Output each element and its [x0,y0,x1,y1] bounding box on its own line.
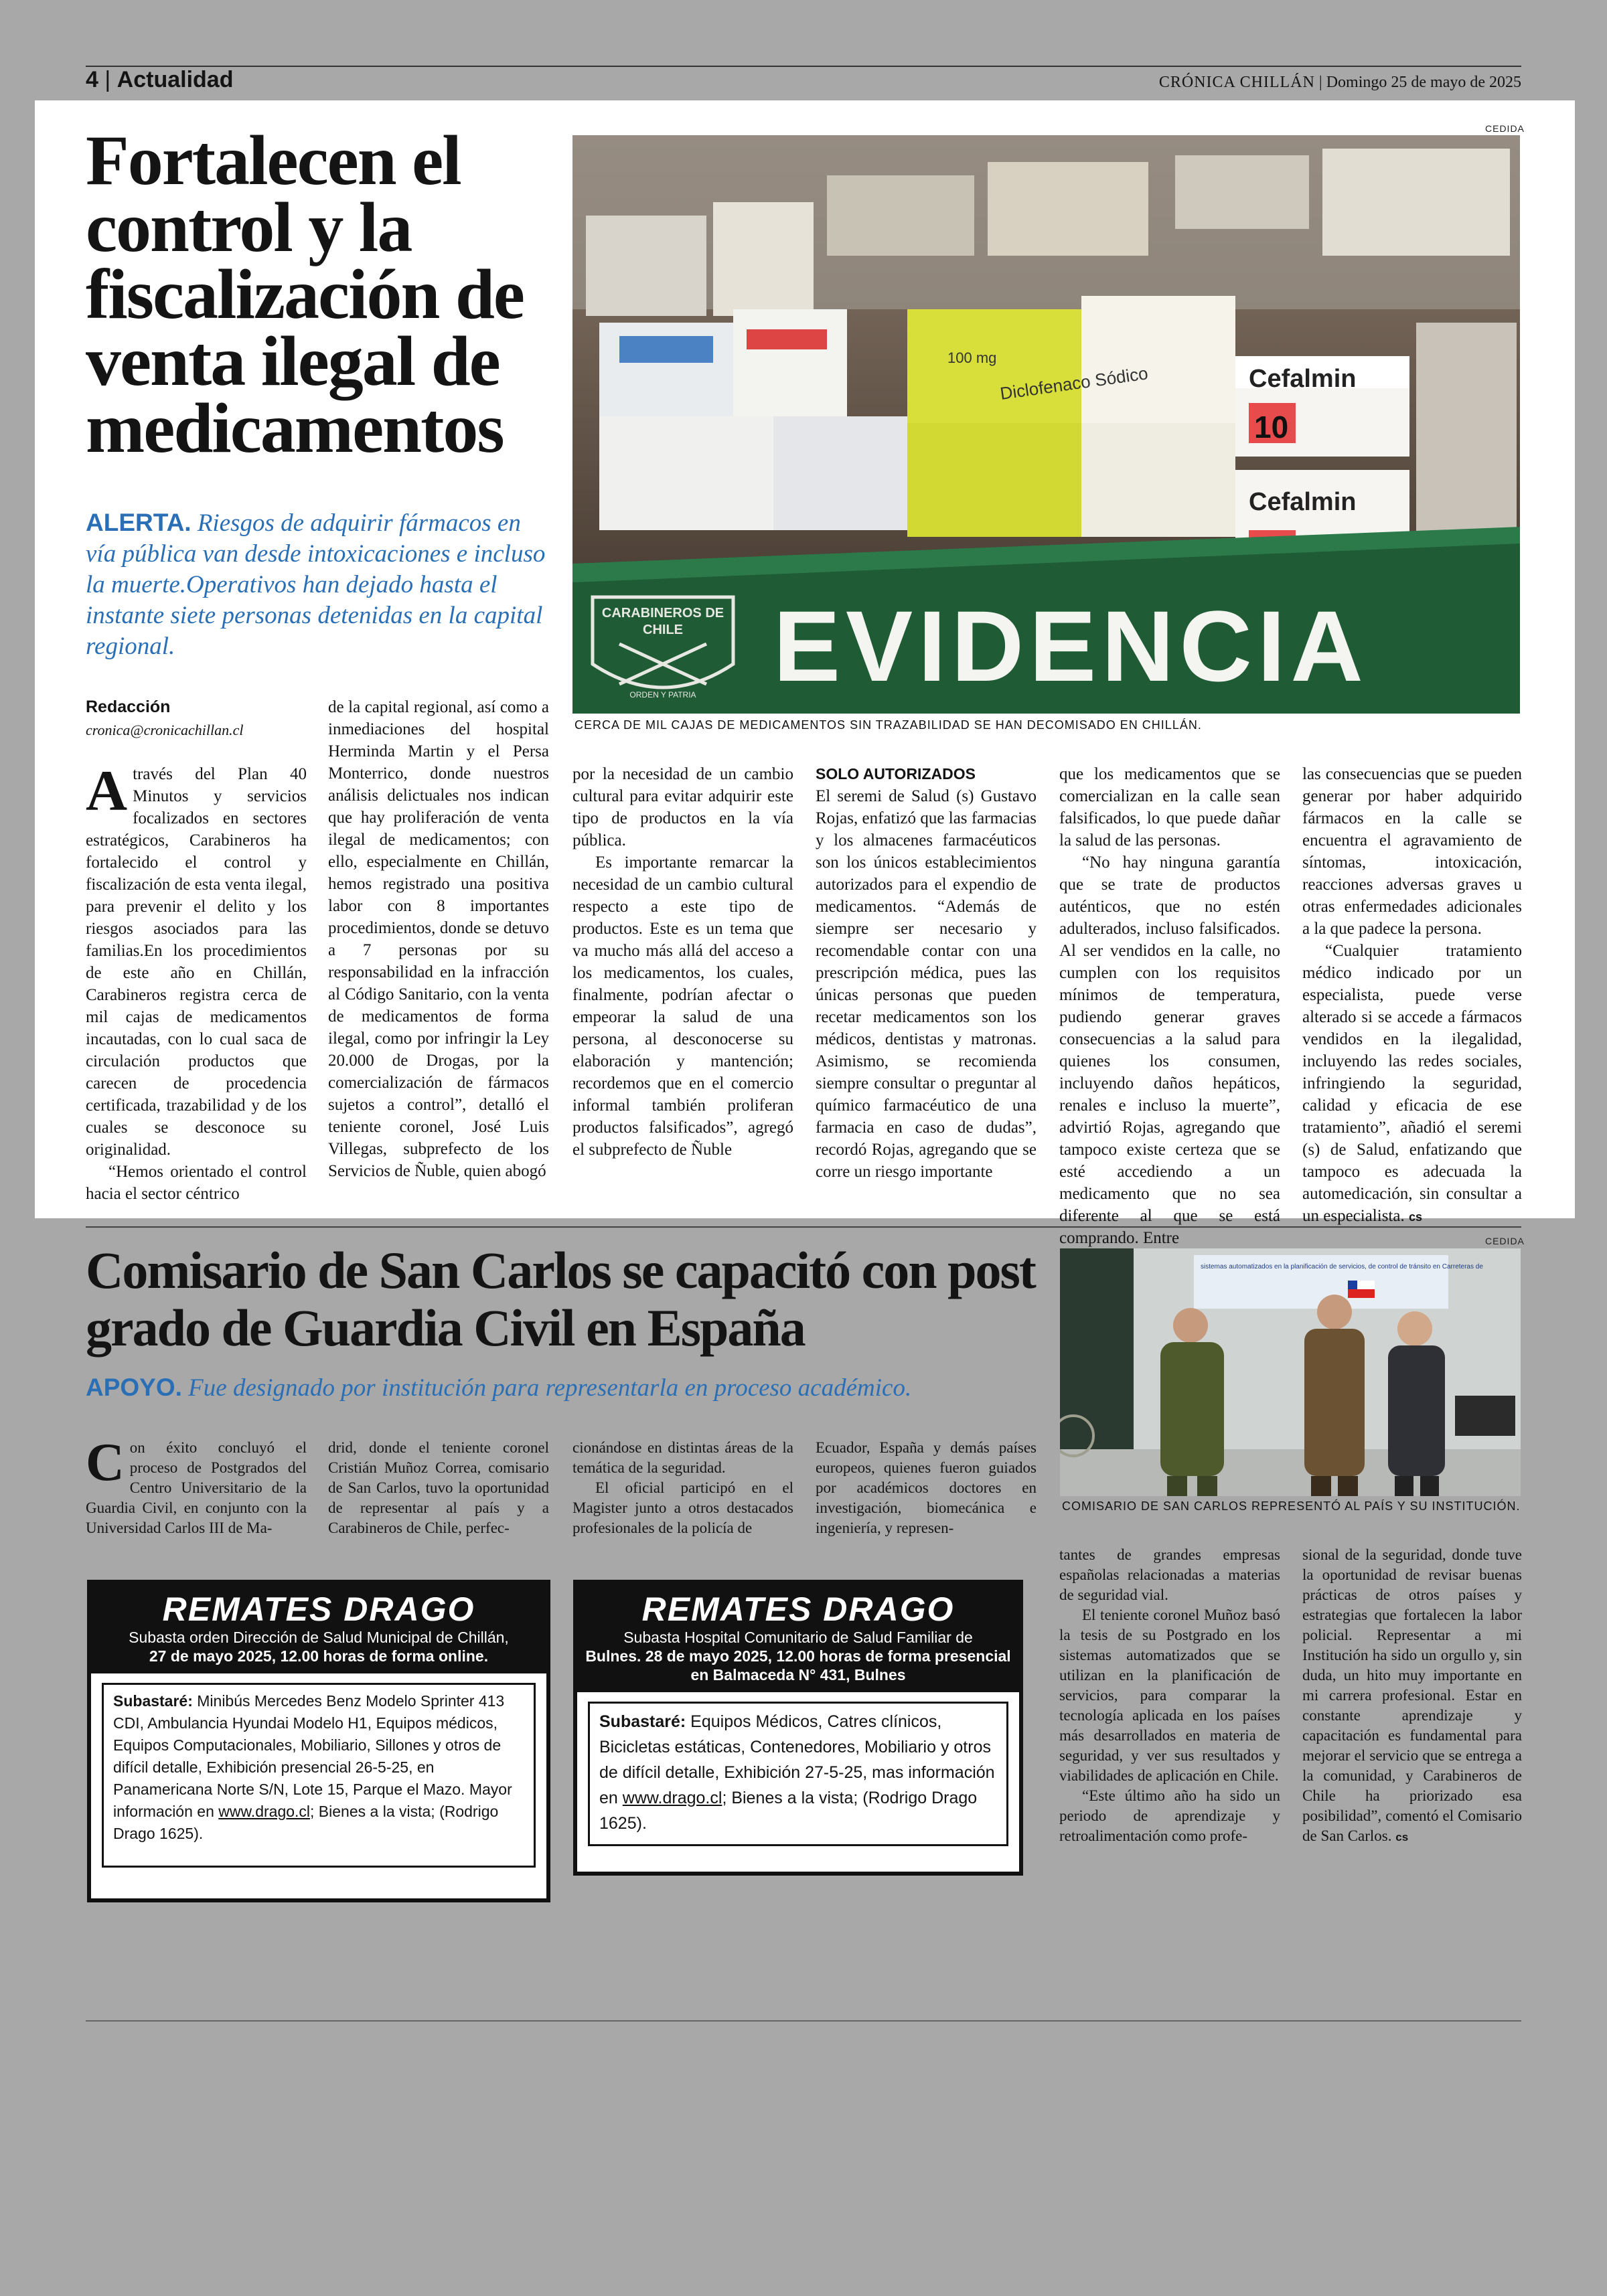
ad-2-sub1: Subasta Hospital Comunitario de Salud Familiar de [623,1629,973,1646]
ad-remates-drago-2 [573,1580,1023,1876]
article-2-col-3-p1: cionándose en distintas áreas de la temática de la seguridad. [572,1439,793,1476]
ad-2-sub2: Bulnes. 28 de mayo 2025, 12.00 horas de forma presencial en Balmaceda N° 431, Bulnes [585,1647,1011,1684]
article-2-col-4-p1: Ecuador, España y demás países europeos, quienes fueron guiados por académicos doctores en investigación, biomecánica e ingeniería, y represen- [816,1439,1037,1536]
article-1-email: cronica@cronicachillan.cl [86,722,244,738]
article-2-col-5-p1: tantes de grandes empresas españolas relacionadas a materias de seguridad vial. [1059,1546,1280,1603]
article-1-dropcap: A [86,758,128,823]
ad-2-tail: ; Bienes a la vista; (Rodrigo Drago 1625). [599,1789,978,1833]
article-2-kicker-text: Fue designado por institución para representarla en proceso académico. [188,1374,912,1402]
box-label-dose: 100 mg [947,349,997,366]
article-1-end-mark: cs [1408,1210,1423,1224]
publication-date: Domingo 25 de mayo de 2025 [1326,74,1521,91]
article-2-photo-caption: COMISARIO DE SAN CARLOS REPRESENTÓ AL PAÍS Y SU INSTITUCIÓN. [1062,1499,1521,1513]
ad-1-title: REMATES DRAGO [162,1590,475,1628]
article-1-col-4-p1: El seremi de Salud (s) Gustavo Rojas, enfatizó que las farmacias y los almacenes farmacéuticos son los únicos establecimientos autorizados para el expendio de medicamentos. “Además de siempre ser necesario y recomendable contar con una prescripción médica, pues las únicas personas que pueden recetar medicamentos son los médicos, dentistas y matronas. Asimismo, se recomienda siempre consultar o preguntar al químico farmacéutico de una farmacia en caso de dudas”, recordó Rojas, agregando que se corre un riesgo importante [816,787,1037,1181]
article-2-kicker-label: APOYO. [86,1374,182,1401]
seal-top-text: CARABINEROS DE [601,606,724,621]
article-2-kicker [86,1374,1063,1402]
article-1-col-3-p1: por la necesidad de un cambio cultural para evitar adquirir este tipo de productos en la vía pública. [572,765,793,849]
ad-2-header [577,1584,1019,1692]
article-1-col-5-p2: “No hay ninguna garantía que se trate de productos auténticos, que no estén adulterados, incluso falsificados. Al ser vendidos en la calle, no cumplen con los requisitos mínimos de temperatura, pudiendo generar graves consecuencias a la salud para quienes los consumen, incluyendo daños hepáticos, renales e incluso la muerte”, advirtió Rojas, agregando que tampoco existe certeza que se esté accediendo a un medicamento que no sea diferente al que se está comprando. Entre [1059,853,1280,1247]
article-1-col-6-p2-text: “Cualquier tratamiento médico indicado por un especialista, puede verse alterado si se accede a fármacos vendidos en la ilegalidad, incluyendo las redes sociales, infringiendo la seguridad, calidad y eficacia de ese tratamiento”, añadió el seremi (s) de Salud, enfatizando que tampoco es adecuada la automedicación, sin consultar a un especialista. [1302,942,1522,1225]
article-1-subhead: SOLO AUTORIZADOS [816,765,976,783]
article-1-kicker [86,507,548,662]
article-2-col-2 [328,1438,549,1538]
article-1-col-5 [1059,763,1280,1249]
ad-2-title: REMATES DRAGO [641,1590,955,1628]
ad-1-sub1: Subasta orden Dirección de Salud Municipal de Chillán, [129,1629,509,1646]
ad-1-sub2: 27 de mayo 2025, 12.00 horas de forma online. [149,1647,489,1665]
article-2-top-rule [86,1226,1521,1228]
article-2-end-mark: cs [1395,1831,1409,1843]
ad-1-link[interactable]: www.drago.cl [218,1803,311,1820]
article-2-col-5-p3: “Este último año ha sido un periodo de aprendizaje y retroalimentación como profe- [1059,1787,1280,1844]
article-1-photo [572,135,1520,714]
header-top-rule [86,66,1521,67]
ad-1-body-box [102,1683,536,1868]
article-1-col-1-p1: través del Plan 40 Minutos y servicios focalizados en sectores estratégicos, Carabineros ha fortalecido el control y fiscalización de esta venta ilegal, para prevenir el delito y los riesgos asociados para las familias.En los procedimientos de este año en Chillán, Carabineros registra cerca de mil cajas de medicamentos incautadas, con lo cual saca de circulación productos que carecen de procedencia certificada, trazabilidad y de los cuales se desconoce su originalidad. [86,765,307,1159]
page-header-left: 4 | Actualidad [86,67,234,92]
article-1-byline: Redacción [86,698,171,716]
publication-name: CRÓNICA CHILLÁN [1158,74,1315,91]
officers-photo [1060,1248,1521,1496]
article-1-col-1-p2: “Hemos orientado el control hacia el sector céntrico [86,1163,307,1203]
article-1-col-6 [1302,763,1522,1228]
ad-2-link[interactable]: www.drago.cl [622,1789,722,1807]
article-2-dropcap: C [86,1433,125,1492]
article-1-col-6-p2 [1302,940,1522,1228]
ad-1-body [104,1685,534,1850]
ad-2-body [590,1704,1006,1841]
article-1-col-3 [572,763,793,1161]
article-2-col-6-p1 [1302,1545,1522,1848]
ad-2-lead: Subastaré: [599,1712,686,1731]
article-1-col-2 [328,696,549,1182]
article-1-col-3-p2: Es importante remarcar la necesidad de un cambio cultural respecto a este tipo de productos. Este es un tema que va mucho más allá del acceso a los medicamentos, los cuales, finalmente, podrían afectar o empeorar la salud de una persona, al desconocerse su elaboración y mantención; recordemos que en el comercio informal también proliferan productos falsificados”, agregó el subprefecto de Ñuble [572,853,793,1159]
pharmacy-evidence-photo [572,135,1520,714]
article-2-col-2-p1: drid, donde el teniente coronel Cristián Muñoz Correa, comisario de San Carlos, tuvo la oportunidad de representar al país y a Carabineros de Chile, perfec- [328,1439,549,1536]
article-1-kicker-label: ALERTA. [86,509,192,536]
article-2-col-4 [816,1438,1037,1538]
ad-1-header [91,1584,546,1673]
article-1-headline: Fortalecen el control y la fiscalización de venta ilegal de medicamentos [86,121,524,467]
photo-1-credit: CEDIDA [1485,123,1525,134]
article-1-photo-caption: CERCA DE MIL CAJAS DE MEDICAMENTOS SIN TRAZABILIDAD SE HAN DECOMISADO EN CHILLÁN. [575,718,1202,732]
article-2-headline: Comisario de San Carlos se capacitó con post grado de Guardia Civil en España [86,1241,1035,1357]
article-1-col-2-p1: de la capital regional, así como a inmediaciones del hospital Herminda Martin y el Persa Monterrico, donde nuestros análisis delictuales nos indican que hay proliferación de venta ilegal de medicamentos; con ello, especialmente en Chillán, hemos registrado una positiva labor con 8 importantes procedimientos, donde se detuvo a 7 personas por su responsabilidad en la infracción al Código Sanitario, con la venta de medicamentos de forma ilegal, como por infringir la Ley 20.000 de Drogas, por la comercialización de fármacos sujetos a control”, detalló el teniente coronel, José Luis Villegas, subprefecto de los Servicios de Ñuble, quien abogó [328,698,549,1180]
ad-1-lead: Subastaré: [113,1692,193,1710]
article-2-col-6 [1302,1545,1522,1848]
page-header-right: CRÓNICA CHILLÁN | Domingo 25 de mayo de 2025 [1158,74,1521,91]
article-1-kicker-text: Riesgos de adquirir fármacos en vía pública van desde intoxicaciones e incluso la muerte.Operativos han dejado hasta el instante siete personas detenidas en la capital regional. [86,509,546,660]
box-label-diclofenaco: Diclofenaco Sódico [998,363,1150,404]
photo-2-credit: CEDIDA [1485,1236,1525,1246]
section-name: Actualidad [117,67,234,92]
seal-chile-text: CHILE [643,623,683,637]
article-2-col-3-p2: El oficial participó en el Magister junto a otros destacados profesionales de la policía de [572,1479,793,1536]
article-2-col-5-p2: El teniente coronel Muñoz basó la tesis de su Postgrado en los sistemas automatizados que se utilizan en la planificación de servicios, para comparar la tecnología aplicada en los países más desarrollados en materia de seguridad, y ver sus resultados y viabilidades de aplicación en Chile. [1059,1607,1280,1784]
article-2-col-3 [572,1438,793,1538]
ad-1-text: Minibús Mercedes Benz Modelo Sprinter 413 CDI, Ambulancia Hyundai Modelo H1, Equipos médicos, Equipos Computacionales, Mobiliario, Sillones y otros de difícil detalle, Exhibición presencial 26-5-25, en Panamericana Norte S/N, Lote 15, Parque el Mazo. Mayor información en [113,1692,512,1820]
article-2-col-5 [1059,1545,1280,1846]
article-1-col-5-p1: que los medicamentos que se comercializan en la calle sean falsificados, lo que puede dañar la salud de las personas. [1059,765,1280,849]
ad-2-text: Equipos Médicos, Catres clínicos, Bicicletas estáticas, Contenedores, Mobiliario y otros de difícil detalle, Exhibición 27-5-25, mas información en [599,1712,995,1807]
article-1-col-6-p1: las consecuencias que se pueden generar por haber adquirido fármacos en la calle se encuentra el agravamiento de síntomas, intoxicación, reacciones adversas graves u otras enfermedades adicionales a la que padece la persona. [1302,765,1522,938]
page-bottom-rule [86,2020,1521,2022]
ad-remates-drago-1 [87,1580,550,1902]
article-2-col-6-text: sional de la seguridad, donde tuve la oportunidad de revisar buenas prácticas de otros países y estrategias que fortalecen la labor policial. Representar a mi Institución ha sido un orgullo y, sin duda, un hito muy importante en mi carrera profesional. Estar en constante aprendizaje y capacitación es fundamental para mejorar el servicio que se entrega a la comunidad, y Carabineros de Chile ha priorizado esa posibilidad”, comentó el Comisario de San Carlos. [1302,1546,1522,1844]
article-1-col-4 [816,763,1037,1183]
evidencia-text: EVIDENCIA [773,590,1369,702]
box-label-cefalmin-1-num: 10 [1254,410,1289,444]
seal-bottom-text: ORDEN Y PATRIA [629,690,696,700]
screen-text: sistemas automatizados en la planificación de servicios, de control de tránsito en Carreteras de [1201,1263,1483,1270]
article-1-col-1 [86,758,307,1205]
article-2-col-1-p1: on éxito concluyó el proceso de Postgrados del Centro Universitario de la Guardia Civil, en conjunto con la Universidad Carlos III de Ma- [86,1439,307,1536]
article-2-photo [1060,1248,1521,1496]
box-label-cefalmin-1: Cefalmin [1249,365,1357,393]
article-2-col-1 [86,1433,307,1538]
box-label-cefalmin-2: Cefalmin [1249,488,1357,516]
ad-1-tail: ; Bienes a la vista; (Rodrigo Drago 1625). [113,1803,499,1842]
page-number: 4 [86,67,98,92]
ad-2-body-box [588,1702,1008,1846]
